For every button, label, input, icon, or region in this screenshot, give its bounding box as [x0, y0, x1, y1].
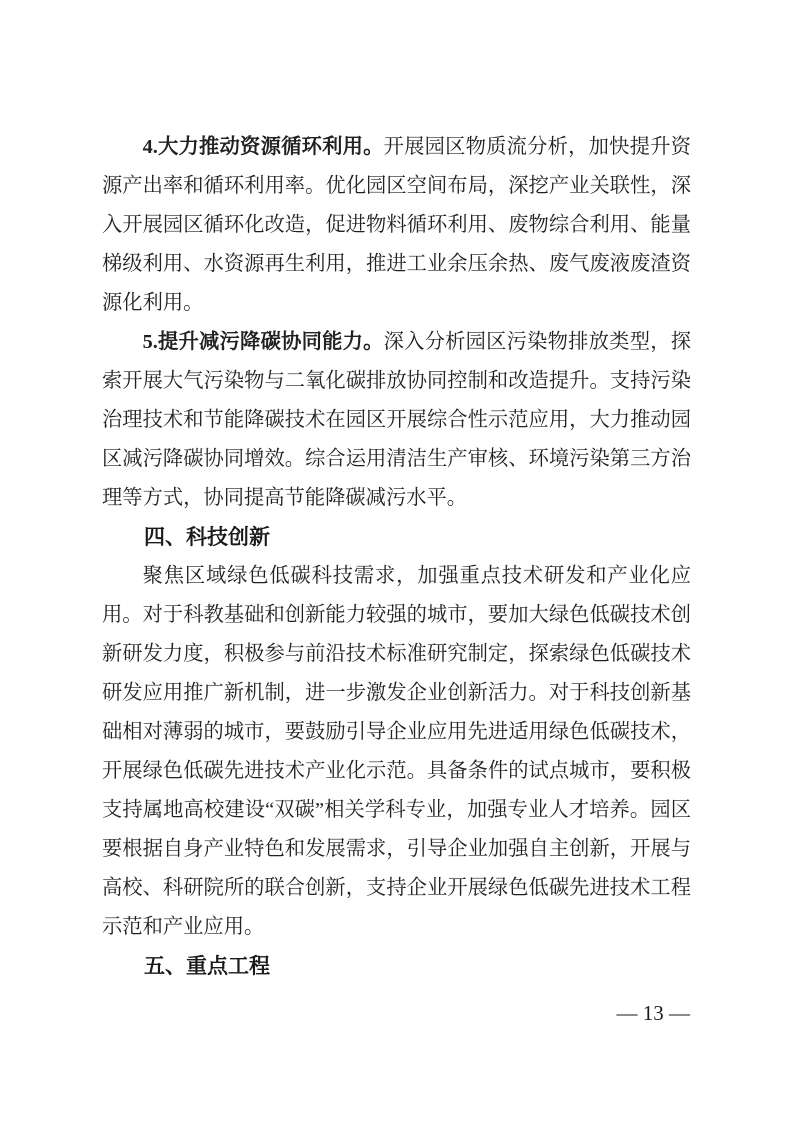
page-number: — 13 — [616, 1001, 690, 1025]
paragraph-item-5-text: 深入分析园区污染物排放类型，探索开展大气污染物与二氧化碳排放协同控制和改造提升。支持污染治理技术和节能降碳技术在园区开展综合性示范应用，大力推动园区减污降碳协同增效。综合运用清洁生产审核、环境污染第三方治理等方式，协同提高节能降碳减污水平。 [102, 331, 691, 509]
document-body [102, 128, 691, 986]
paragraph-item-4-lead: 4.大力推动资源循环利用。 [142, 136, 384, 158]
section-heading-science-innovation: 四、科技创新 [144, 526, 270, 549]
paragraph-item-5-lead: 5.提升减污降碳协同能力。 [142, 331, 384, 353]
paragraph-item-5 [102, 323, 691, 518]
paragraph-item-4-text: 开展园区物质流分析，加快提升资源产出率和循环利用率。优化园区空间布局，深挖产业关联性，深入开展园区循环化改造，促进物料循环利用、废物综合利用、能量梯级利用、水资源再生利用，推进工业余压余热、废气废液废渣资源化利用。 [102, 136, 691, 314]
paragraph-item-4 [102, 128, 691, 323]
paragraph-science-innovation: 聚焦区域绿色低碳科技需求，加强重点技术研发和产业化应用。对于科教基础和创新能力较强的城市，要加大绿色低碳技术创新研发力度，积极参与前沿技术标准研究制定，探索绿色低碳技术研发应用推广新机制，进一步激发企业创新活力。对于科技创新基础相对薄弱的城市，要鼓励引导企业应用先进适用绿色低碳技术，开展绿色低碳先进技术产业化示范。具备条件的试点城市，要积极支持属地高校建设“双碳”相关学科专业，加强专业人才培养。园区要根据自身产业特色和发展需求，引导企业加强自主创新，开展与高校、科研院所的联合创新，支持企业开展绿色低碳先进技术工程示范和产业应用。 [102, 565, 691, 938]
section-heading-key-projects: 五、重点工程 [144, 955, 270, 978]
